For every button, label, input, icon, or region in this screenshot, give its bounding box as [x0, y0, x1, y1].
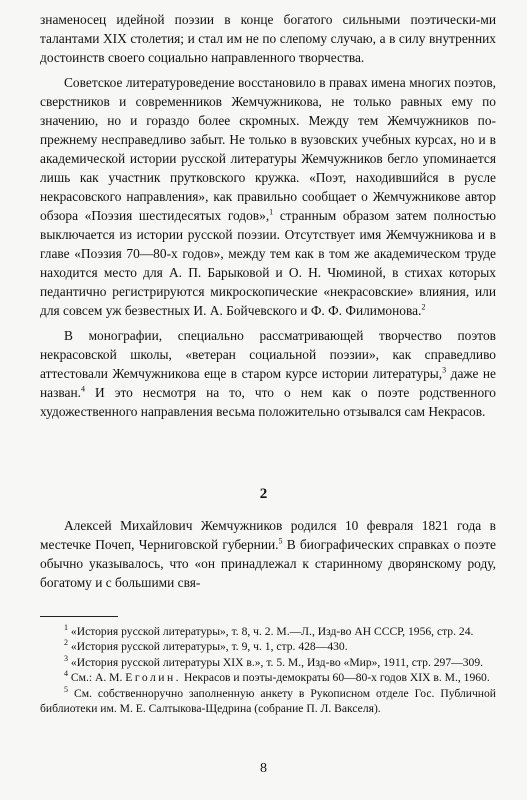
footnote	[40, 655, 496, 670]
paragraph-text: Советское литературоведение восстановило в правах имена многих поэтов, сверстников и современников Жемчужникова, не только равных ему по значению, но и гораздо более скромных. Между тем Жемчужников по-прежнему несправедливо забыт. Не только в вузовских учебных курсах, но и в академической истории русской литературы Жемчужников бегло упоминается лишь как участник прутковского кружка. «Поэт, находившийся в русле некрасовского направления», как правильно сообщает о Жемчужникове автор обзора «Поэзия шестидесятых годов»,	[40, 75, 496, 223]
footnote-ref: 5	[278, 536, 283, 546]
footnote-text: «История русской литературы», т. 8, ч. 2. М.—Л., Изд-во АН СССР, 1956, стр. 24.	[70, 625, 474, 638]
footnote-ref: 1	[269, 207, 274, 217]
footnote-text: «История русской литературы», т. 9, ч. 1, стр. 428—430.	[70, 640, 348, 654]
footnote-number: 3	[64, 653, 68, 663]
section-heading: 2	[259, 486, 268, 502]
footnote	[40, 670, 496, 685]
paragraph	[40, 516, 496, 592]
footnote	[40, 686, 496, 717]
section-text	[40, 516, 496, 592]
paragraph-text: странным образом затем полностью выключается из истории русской поэзии. Отсутствует имя Жемчужникова и в главе «Поэзия 70—80-х годов», между тем как в том же академическом труде находится место для А. П. Барыковой и О. Н. Чюминой, в стихах которых педантично регистрируются микроскопические «некрасовские» влияния, или для совсем уж безвестных И. А. Бойчевского и Ф. Ф. Филимонова.	[40, 208, 497, 318]
paragraph-text: Алексей Михайлович Жемчужников родился 10 февраля 1821 года в местечке Почеп, Черниговской губернии.	[40, 518, 496, 552]
paragraph-text: В биографических справках о поэте обычно указывалось, что «он принадлежал к старинному дворянскому роду, богатому и с большими свя-	[40, 537, 496, 590]
footnote-divider	[40, 616, 118, 617]
paragraph-text: В монографии, специально рассматривающей творчество поэтов некрасовской школы, «ветеран социальной поэзии», как справедливо аттестовали Жемчужникова еще в старом курсе истории литературы,	[40, 328, 496, 381]
footnote	[40, 639, 496, 654]
author-name: Еголин.	[125, 671, 182, 685]
footnote-number: 4	[64, 669, 68, 679]
footnote-text: См.: А. М.	[70, 671, 123, 685]
footnote-ref: 4	[81, 384, 86, 394]
footnotes	[40, 624, 496, 716]
paragraph: знаменосец идейной поэзии в конце богатого сильными поэтически-ми талантами XIX столетия; и стал им не по слепому случаю, а в силу внутренних достоинств своего социально направленного творчества.	[40, 12, 496, 65]
paragraph-text: даже не назван.	[40, 366, 496, 400]
footnote-number: 5	[64, 684, 68, 694]
paragraph	[40, 73, 496, 320]
footnote	[40, 624, 496, 639]
paragraph-text: И это несмотря на то, что о нем как о поэте родственного художественного направления весьма положительно отзывался сам Некрасов.	[40, 385, 496, 419]
main-text	[40, 10, 496, 421]
footnote-text: Некрасов и поэты-демократы 60—80-х годов XIX в. М., 1960.	[183, 671, 490, 685]
footnote-text: «История русской литературы XIX в.», т. 5. М., Изд-во «Мир», 1911, стр. 297—309.	[70, 655, 484, 669]
page-number: 8	[260, 761, 267, 776]
footnote-number: 1	[64, 623, 68, 633]
footnote-ref: 2	[421, 302, 426, 312]
footnote-text: См. собственноручно заполненную анкету в Рукописном отделе Гос. Публичной библиотеки им. М. Е. Салтыкова-Щедрина (собрание П. Л. Вакселя).	[40, 686, 497, 716]
paragraph	[40, 326, 496, 421]
footnote-ref: 3	[442, 365, 447, 375]
footnote-number: 2	[64, 638, 68, 648]
